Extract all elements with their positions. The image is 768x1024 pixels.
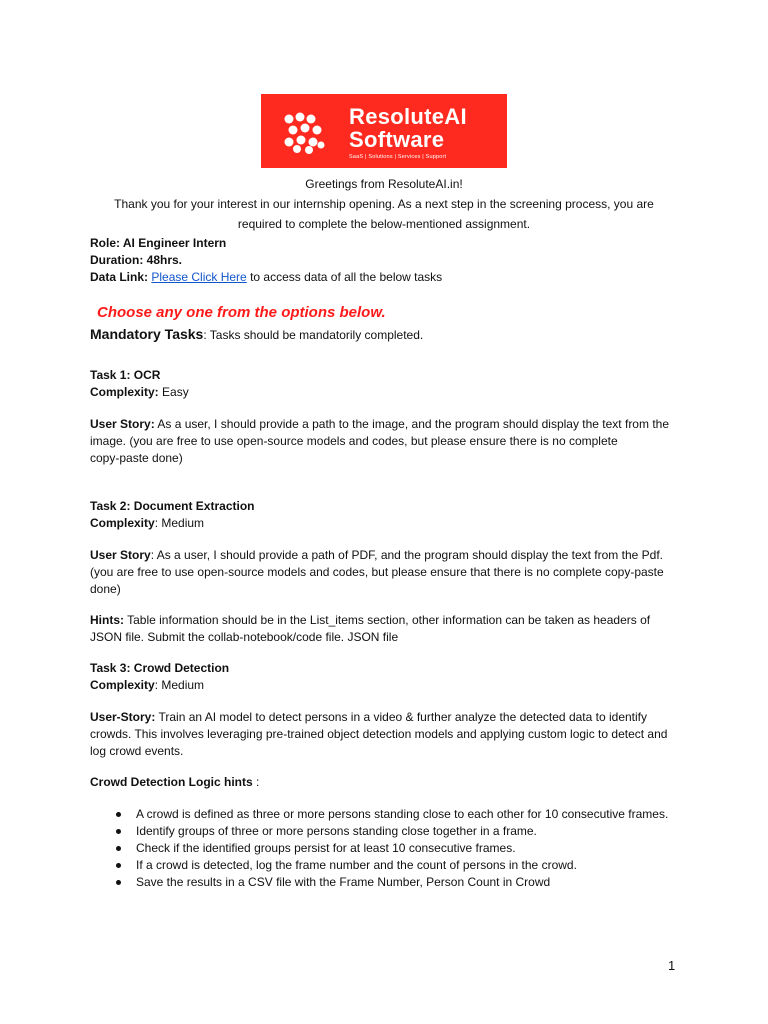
task3-logic-label: Crowd Detection Logic hints — [90, 775, 253, 789]
data-link[interactable]: Please Click Here — [151, 270, 247, 284]
task3-title: Task 3: Crowd Detection — [90, 661, 230, 675]
company-logo — [261, 94, 507, 168]
list-item-text: Save the results in a CSV file with the Frame Number, Person Count in Crowd — [136, 875, 551, 889]
role-line — [90, 235, 690, 252]
thanks-line-2: required to complete the below-mentioned assignment. — [237, 217, 531, 231]
choose-option-heading: Choose any one from the options below. — [97, 304, 386, 321]
task1-complexity-label: Complexity: — [90, 385, 159, 399]
mandatory-text: : Tasks should be mandatorily completed. — [203, 328, 424, 342]
task2-story-line1 — [90, 547, 690, 564]
task3-complexity-value: : Medium — [154, 678, 205, 692]
mandatory-tasks-line — [90, 326, 423, 342]
task2-hints-label: Hints: — [90, 613, 124, 627]
task2-hints-line1 — [90, 612, 690, 629]
task3-logic-suffix: : — [252, 775, 260, 789]
task1-story-label: User Story: — [90, 417, 155, 431]
task1-story-text: As a user, I should provide a path to the image, and the program should display the text from the — [154, 417, 669, 431]
role-value: AI Engineer Intern — [120, 236, 227, 250]
task2-hints-text: Table information should be in the List_items section, other information can be taken as headers of — [124, 613, 651, 627]
task2-story-line2: (you are free to use open-source models and codes, but please ensure that there is no complete copy-paste — [90, 565, 664, 579]
bullet-icon — [116, 863, 121, 868]
bullet-icon — [116, 829, 121, 834]
task3-story-line3: log crowd events. — [90, 744, 184, 758]
page-number: 1 — [668, 958, 676, 973]
task1-complexity-value: Easy — [158, 385, 189, 399]
greeting: Greetings from ResoluteAI.in! — [305, 177, 463, 191]
bullet-icon — [116, 846, 121, 851]
logo-tagline: SaaS | Solutions | Services | Support — [349, 154, 447, 160]
task3-complexity — [90, 677, 690, 694]
mandatory-heading: Mandatory Tasks — [90, 326, 204, 342]
crowd-logic-list — [116, 806, 668, 891]
role-label: Role: — [90, 236, 120, 250]
list-item-text: Identify groups of three or more persons standing close together in a frame. — [136, 824, 537, 838]
task1-story-line1 — [90, 416, 690, 433]
logo-text-line2: Software — [349, 127, 445, 152]
task3-complexity-label: Complexity — [90, 678, 155, 692]
task1-story-line3: copy-paste done) — [90, 451, 183, 465]
task2-complexity-label: Complexity — [90, 516, 155, 530]
task2-hints-line2: JSON file. Submit the collab-notebook/code file. JSON file — [90, 630, 399, 644]
list-item-text: Check if the identified groups persist for at least 10 consecutive frames. — [136, 841, 516, 855]
data-link-suffix: to access data of all the below tasks — [246, 270, 443, 284]
task2-story-label: User Story — [90, 548, 151, 562]
task2-story-line3: done) — [90, 582, 121, 596]
duration-label: Duration: — [90, 253, 144, 267]
bullet-icon — [116, 812, 121, 817]
task1-title: Task 1: OCR — [90, 368, 161, 382]
task1-complexity — [90, 384, 690, 401]
bullet-icon — [116, 880, 121, 885]
logo-text-line1: ResoluteAI — [349, 104, 467, 129]
task2-story-text: : As a user, I should provide a path of PDF, and the program should display the text from the Pdf. — [150, 548, 663, 562]
list-item-text: A crowd is defined as three or more persons standing close to each other for 10 consecutive frames. — [136, 807, 669, 821]
list-item — [116, 840, 668, 857]
data-link-line — [90, 269, 690, 286]
duration-line — [90, 252, 690, 269]
list-item — [116, 874, 668, 891]
task3-story-line2: crowds. This involves leveraging pre-trained object detection models and applying custom logic to detect and — [90, 727, 668, 741]
resoluteai-logo-icon — [281, 109, 327, 155]
duration-value: 48hrs. — [143, 253, 183, 267]
task3-story-line1 — [90, 709, 690, 726]
list-item — [116, 857, 668, 874]
task2-complexity — [90, 515, 690, 532]
task3-story-text: Train an AI model to detect persons in a video & further analyze the detected data to identify — [155, 710, 647, 724]
task3-story-label: User-Story: — [90, 710, 156, 724]
data-link-label: Data Link: — [90, 270, 149, 284]
thanks-line-1: Thank you for your interest in our internship opening. As a next step in the screening process, you are — [114, 197, 654, 211]
task2-complexity-value: : Medium — [154, 516, 205, 530]
task1-story-line2: image. (you are free to use open-source models and codes, but please ensure there is no complete — [90, 434, 618, 448]
task3-logic-heading — [90, 774, 690, 791]
list-item-text: If a crowd is detected, log the frame number and the count of persons in the crowd. — [136, 858, 577, 872]
task2-title: Task 2: Document Extraction — [90, 499, 255, 513]
list-item — [116, 806, 668, 823]
list-item — [116, 823, 668, 840]
